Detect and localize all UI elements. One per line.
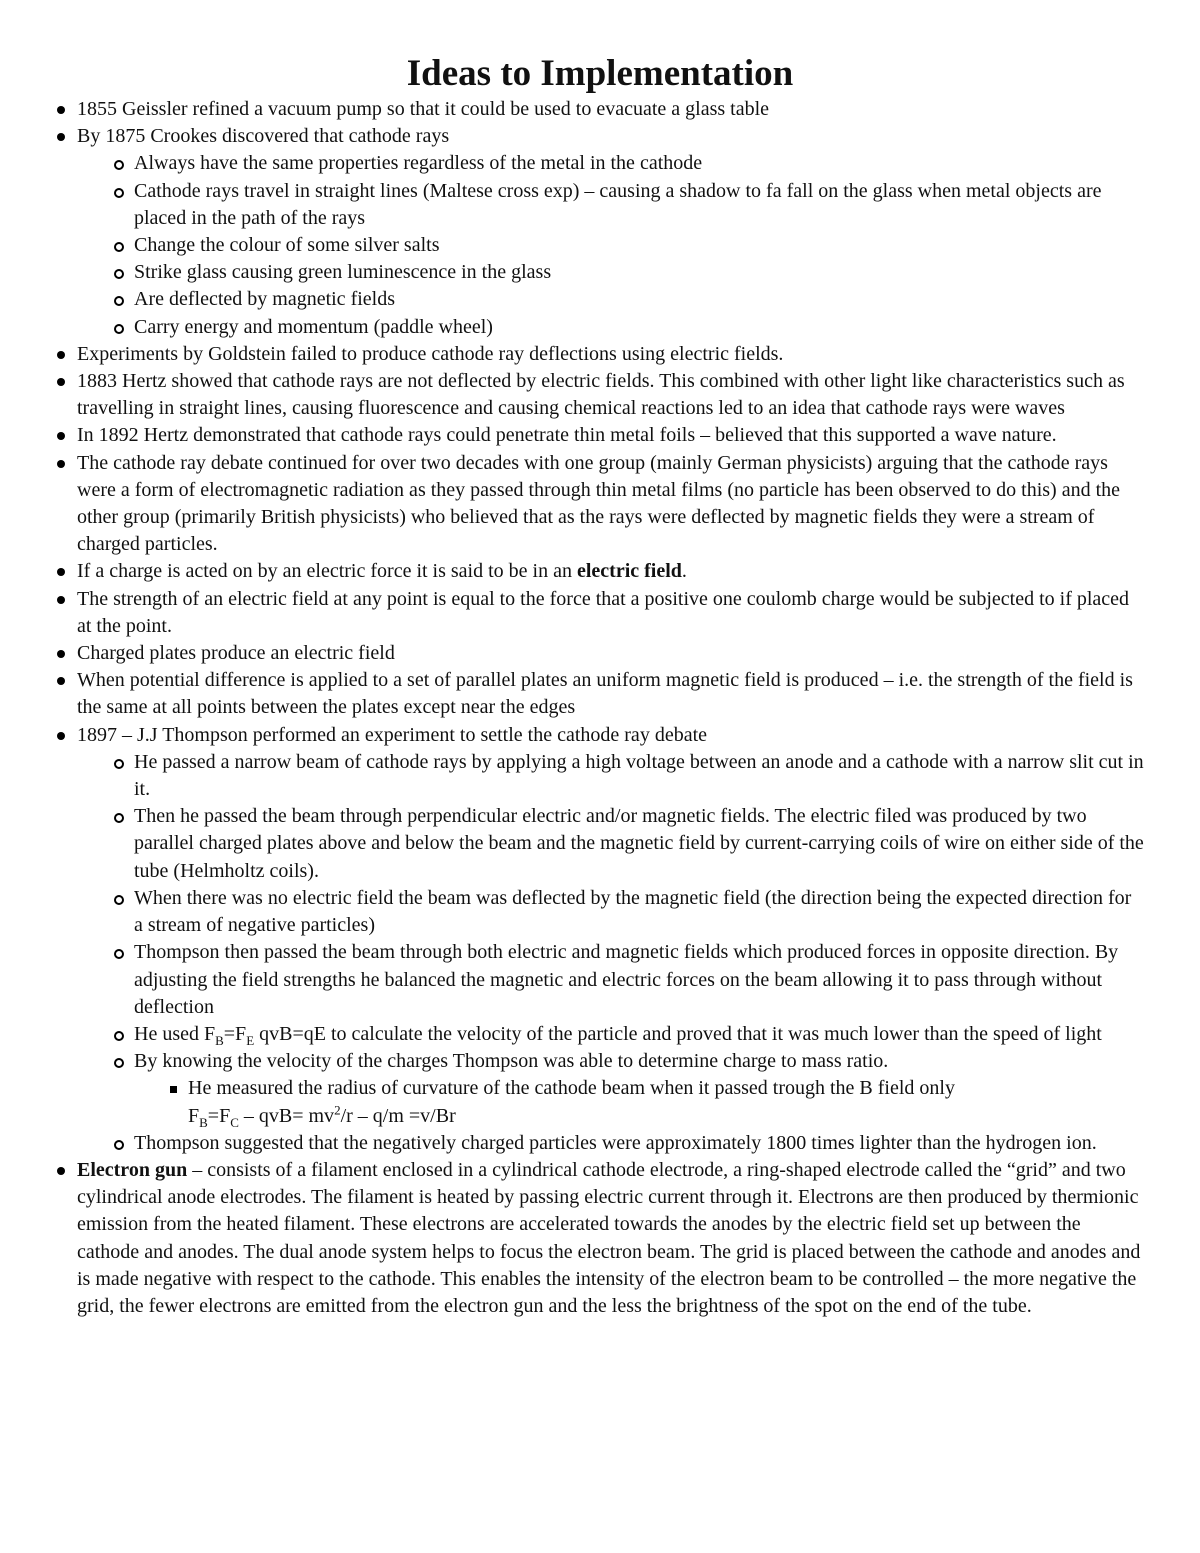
list-item: The cathode ray debate continued for over two decades with one group (mainly German physicists) arguing that the cathode rays were a form of electromagnetic radiation as they passed through thin metal films (no particle has been observed to do this) and the other group (primarily British physicists) who believed that as the rays were deflected by magnetic fields they were a stream of charged particles. (0, 450, 1200, 559)
list-item: 1883 Hertz showed that cathode rays are not deflected by electric fields. This combined with other light like characteristics such as travelling in straight lines, causing fluorescence and causing chemical reactions led to an idea that cathode rays were waves (0, 368, 1200, 422)
bullet-icon (57, 460, 65, 468)
bullet-icon (57, 596, 65, 604)
square-bullet-icon (170, 1086, 177, 1093)
bullet-icon (57, 106, 65, 114)
sub-list-item: Always have the same properties regardless of the metal in the cathode (77, 150, 1145, 177)
circle-bullet-icon (114, 1058, 124, 1068)
sub-sub-list-item: He measured the radius of curvature of the cathode beam when it passed trough the B field only $F_B=F_C - qvB= mv^2/r - q/m =v/Br$ (134, 1075, 1145, 1129)
sub-list-item: He passed a narrow beam of cathode rays by applying a high voltage between an anode and a cathode with a narrow slit cut in it. (77, 749, 1145, 803)
list-item: 1855 Geissler refined a vacuum pump so that it could be used to evacuate a glass table (0, 96, 1200, 123)
document-body (0, 96, 1200, 1320)
list-item: When potential difference is applied to a set of parallel plates an uniform magnetic field is produced – i.e. the strength of the field is the same at all points between the plates except near the edges (0, 667, 1200, 721)
sub-list-item: Then he passed the beam through perpendicular electric and/or magnetic fields. The electric filed was produced by two parallel charged plates above and below the beam and the magnetic field by current-carrying coils of wire on either side of the tube (Helmholtz coils). (77, 803, 1145, 885)
list-item: By 1875 Crookes discovered that cathode rays Always have the same properties regardless of the metal in the cathode Cathode rays travel in straight lines (Maltese cross exp) – causing a shadow to fa fall on the glass when metal objects are placed in the path of the rays Change the colour of some silver salts Strike glass causing green luminescence in the glass Are deflected by magnetic fields Carry energy and momentum (paddle wheel) (0, 123, 1200, 341)
sub-list-item: Thompson suggested that the negatively charged particles were approximately 1800 times lighter than the hydrogen ion. (77, 1130, 1145, 1157)
bullet-icon (57, 732, 65, 740)
sub-list-item: Change the colour of some silver salts (77, 232, 1145, 259)
circle-bullet-icon (114, 242, 124, 252)
list-item: In 1892 Hertz demonstrated that cathode rays could penetrate thin metal foils – believed that this supported a wave nature. (0, 422, 1200, 449)
sub-list-item: When there was no electric field the beam was deflected by the magnetic field (the direction being the expected direction for a stream of negative particles) (77, 885, 1145, 939)
sub-list-item: Thompson then passed the beam through both electric and magnetic fields which produced forces in opposite direction. By adjusting the field strengths he balanced the magnetic and electric forces on the beam allowing it to pass through without deflection (77, 939, 1145, 1021)
sub-bullet-list (77, 150, 1145, 340)
bullet-icon (57, 133, 65, 141)
list-item: 1897 – J.J Thompson performed an experiment to settle the cathode ray debate He passed a narrow beam of cathode rays by applying a high voltage between an anode and a cathode with a narrow slit cut in it. Then he passed the beam through perpendicular electric and/or magnetic fields. The electric filed was produced by two parallel charged plates above and below the beam and the magnetic field by current-carrying coils of wire on either side of the tube (Helmholtz coils). When there was no electric field the beam was deflected by the magnetic field (the direction being the expected direction for a stream of negative particles) Thompson then passed the beam through both electric and magnetic fields which produced forces in opposite direction. By adjusting the field strengths he balanced the magnetic and electric forces on the beam allowing it to pass through without deflection He used $F_B=F_E$ qvB=qE to calculate the velocity of the particle and proved that it was much lower than the speed of light By knowing the velocity of the charges Thompson was able to determine charge to mass ratio. He measured the radius of curvature of the cathode beam when it passed trough the B field only $F_B=F_C - qvB= mv^2/r - q/m =v/Br$ Thompson suggested that the negatively charged particles were approximately 1800 times lighter than the hydrogen ion. (0, 722, 1200, 1157)
list-item: Charged plates produce an electric field (0, 640, 1200, 667)
list-item: Electron gun – consists of a filament enclosed in a cylindrical cathode electrode, a ring-shaped electrode called the “grid” and two cylindrical anode electrodes. The filament is heated by passing electric current through it. Electrons are then produced by thermionic emission from the heated filament. These electrons are accelerated towards the anodes by the electric field set up between the cathode and anodes. The dual anode system helps to focus the electron beam. The grid is placed between the cathode and anodes and is made negative with respect to the cathode. This enables the intensity of the electron beam to be controlled – the more negative the grid, the fewer electrons are emitted from the electron gun and the less the brightness of the spot on the end of the tube. (0, 1157, 1200, 1320)
list-item: The strength of an electric field at any point is equal to the force that a positive one coulomb charge would be subjected to if placed at the point. (0, 586, 1200, 640)
sub-bullet-list (77, 749, 1145, 1157)
term-electron-gun: Electron gun (77, 1158, 188, 1181)
circle-bullet-icon (114, 324, 124, 334)
sub-list-item: Cathode rays travel in straight lines (Maltese cross exp) – causing a shadow to fa fall on the glass when metal objects are placed in the path of the rays (77, 178, 1145, 232)
page-title: Ideas to Implementation (406, 53, 794, 94)
bullet-icon (57, 432, 65, 440)
circle-bullet-icon (114, 160, 124, 170)
circle-bullet-icon (114, 895, 124, 905)
list-item: Experiments by Goldstein failed to produce cathode ray deflections using electric fields. (0, 341, 1200, 368)
bullet-icon (57, 378, 65, 386)
sub-list-item: He used $F_B=F_E$ qvB=qE to calculate the velocity of the particle and proved that it was much lower than the speed of light (77, 1021, 1145, 1048)
term-electric-field: electric field (576, 560, 682, 583)
list-item: If a charge is acted on by an electric force it is said to be in an electric field. (0, 558, 1200, 585)
bullet-icon (57, 351, 65, 359)
circle-bullet-icon (114, 1031, 124, 1041)
circle-bullet-icon (114, 296, 124, 306)
circle-bullet-icon (114, 813, 124, 823)
bullet-icon (57, 568, 65, 576)
sub-list-item: Strike glass causing green luminescence in the glass (77, 259, 1145, 286)
bullet-icon (57, 650, 65, 658)
circle-bullet-icon (114, 949, 124, 959)
formula-line: $F_B=F_C - qvB= mv^2/r - q/m =v/Br$ (188, 1101, 456, 1130)
sub-list-item: By knowing the velocity of the charges Thompson was able to determine charge to mass ratio. He measured the radius of curvature of the cathode beam when it passed trough the B field only $F_B=F_C - qvB= mv^2/r - q/m =v/Br$ (77, 1048, 1145, 1130)
circle-bullet-icon (114, 188, 124, 198)
circle-bullet-icon (114, 1140, 124, 1150)
circle-bullet-icon (114, 759, 124, 769)
bullet-icon (57, 1167, 65, 1175)
main-bullet-list (0, 96, 1200, 1320)
sub-list-item: Carry energy and momentum (paddle wheel) (77, 314, 1145, 341)
circle-bullet-icon (114, 269, 124, 279)
bullet-icon (57, 677, 65, 685)
sub-sub-bullet-list (134, 1075, 1145, 1129)
sub-list-item: Are deflected by magnetic fields (77, 286, 1145, 313)
